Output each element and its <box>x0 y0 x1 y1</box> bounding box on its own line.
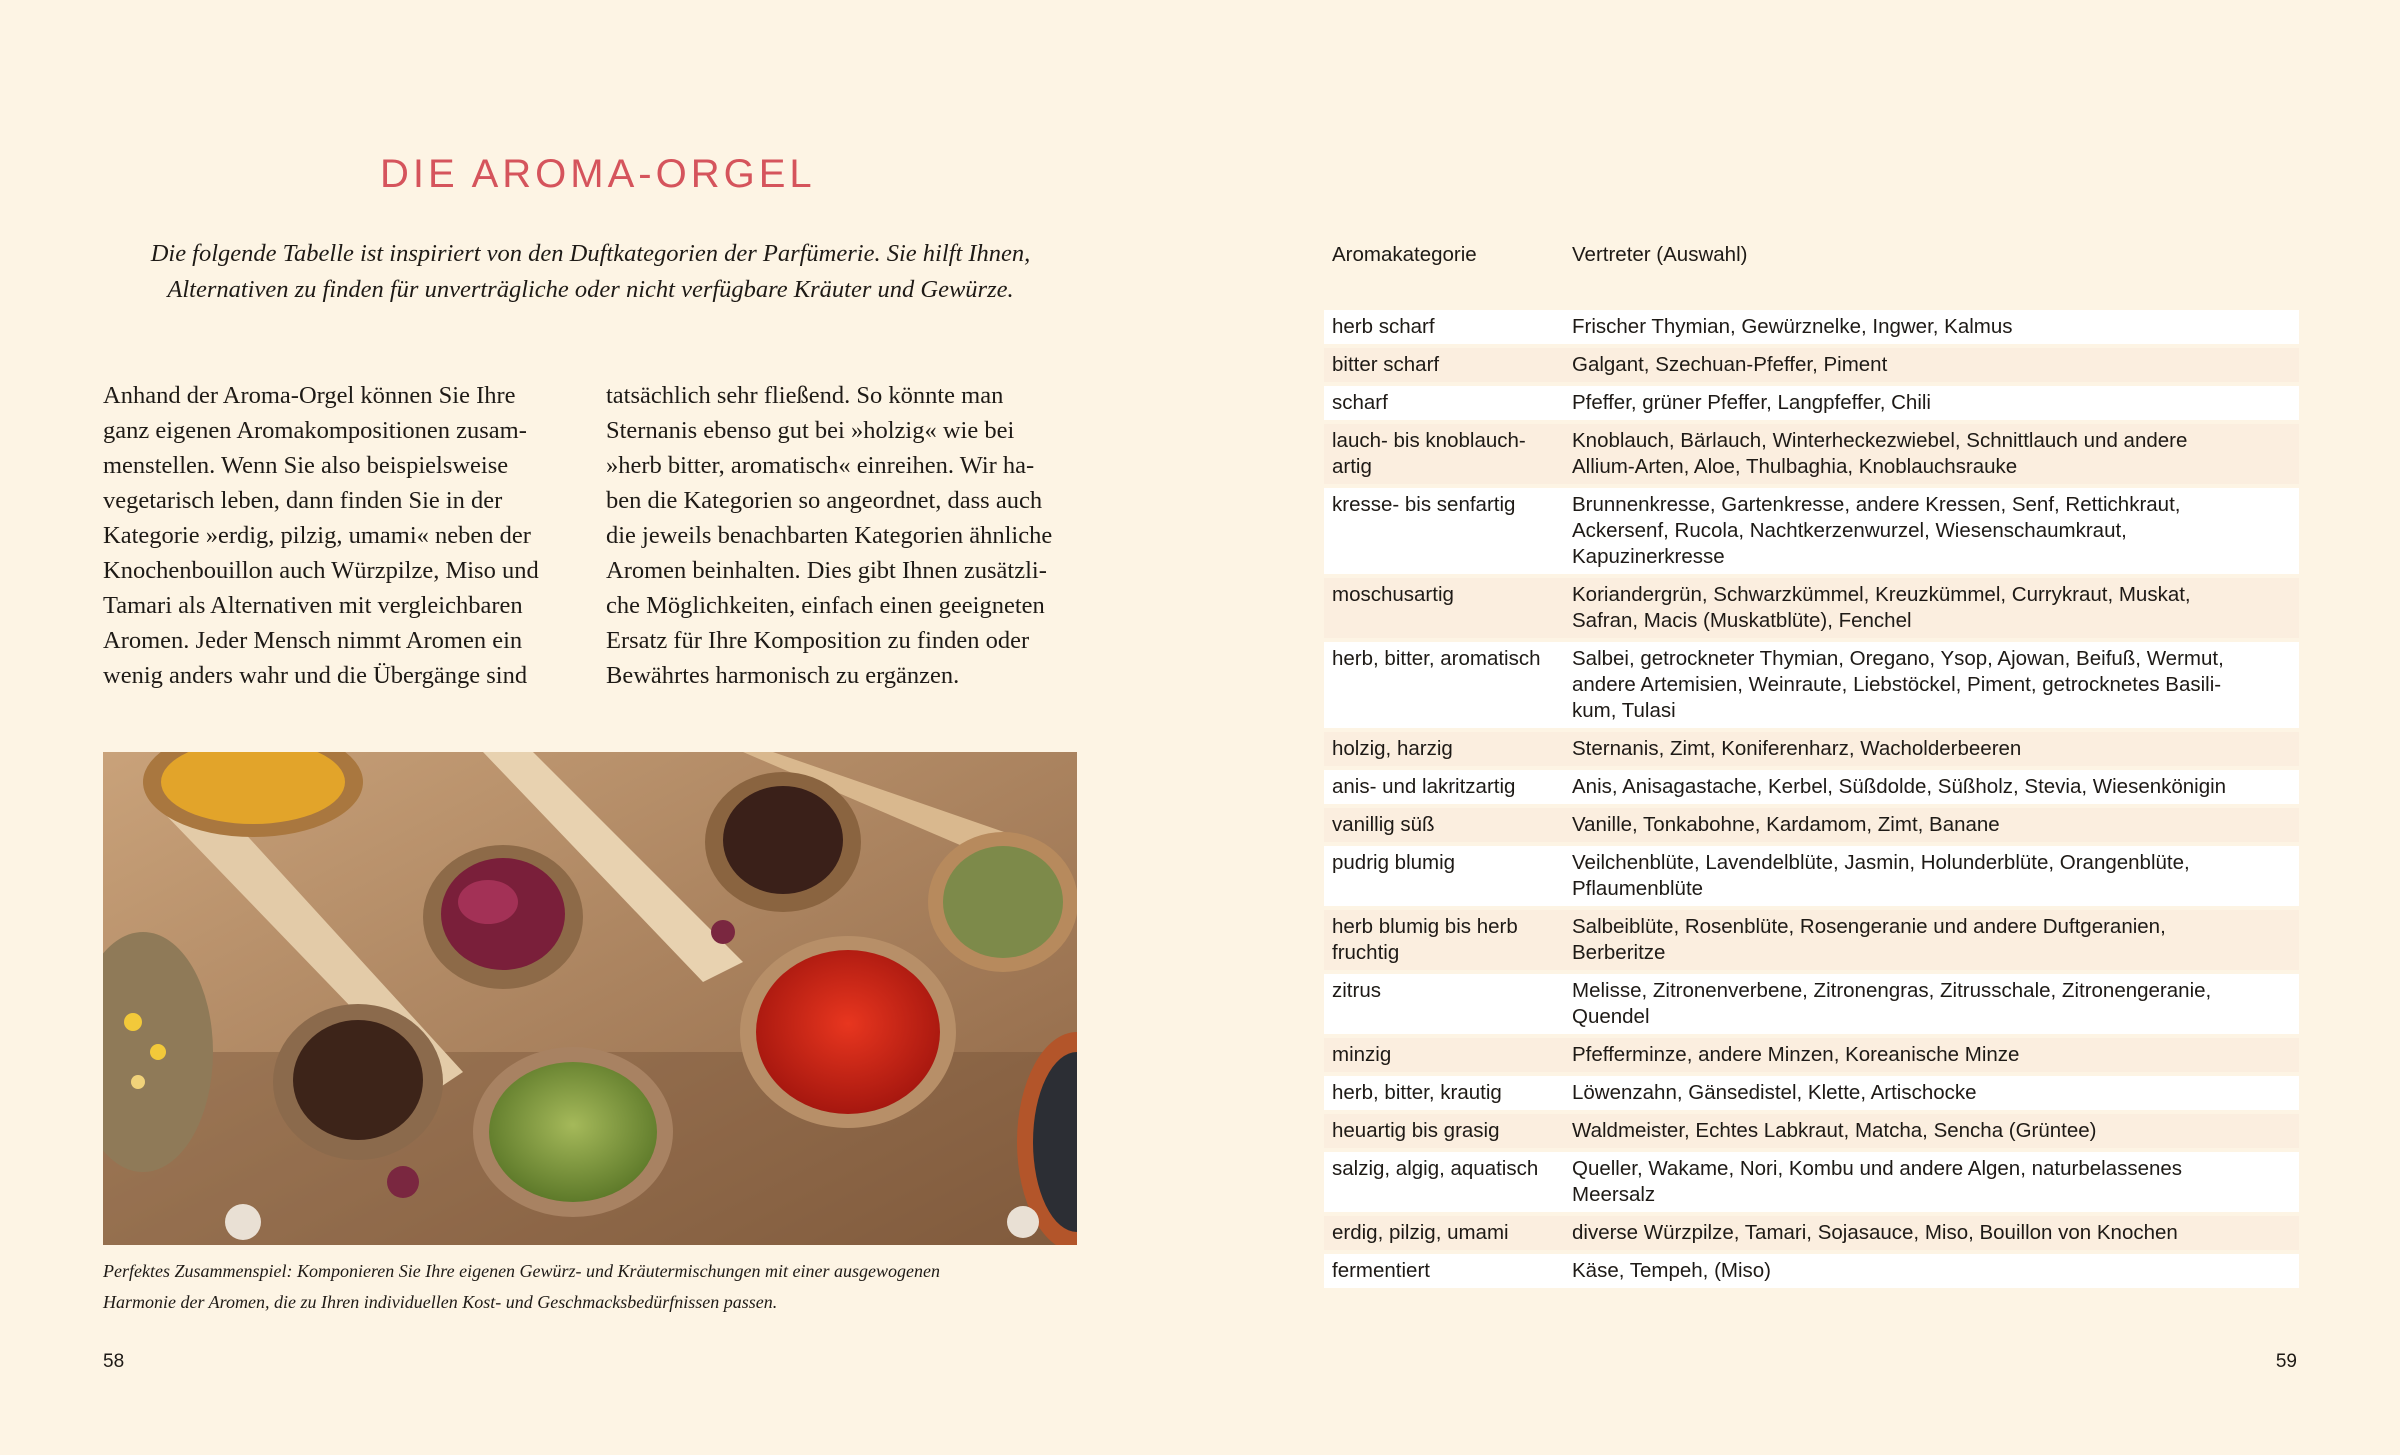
table-cell-category: herb scharf <box>1332 315 1435 338</box>
table-cell-category: herb blumig bis herb fruchtig <box>1332 915 1518 964</box>
table-row <box>1324 578 2299 638</box>
table-cell-category: heuartig bis grasig <box>1332 1119 1500 1142</box>
page-number-right: 59 <box>2275 1351 2297 1372</box>
header-category: Aromakategorie <box>1332 243 1477 266</box>
table-cell-category: anis- und lakritzartig <box>1332 775 1516 798</box>
table-row <box>1324 846 2299 906</box>
table-cell-representatives: Käse, Tempeh, (Miso) <box>1572 1259 1772 1282</box>
table-cell-category: pudrig blumig <box>1332 851 1456 874</box>
table-cell-representatives: Salbei, getrockneter Thymian, Oregano, Ysop, Ajowan, Beifuß, Wermut, andere Artemisien, Weinraute, Liebstöckel, Piment, getrocknetes Basili- kum, Tulasi <box>1572 647 2224 722</box>
table-cell-category: kresse- bis senfartig <box>1332 493 1516 516</box>
table-body <box>1324 310 2299 1288</box>
table-row <box>1324 1216 2299 1250</box>
table-cell-representatives: diverse Würzpilze, Tamari, Sojasauce, Miso, Bouillon von Knochen <box>1572 1221 2178 1244</box>
body-column-1: Anhand der Aroma-Orgel können Sie Ihre ganz eigenen Aromakompositionen zusam- menstellen. Wenn Sie also beispielsweise vegetarisch leben, dann finden Sie in der Kategorie »erdig, pilzig, umami« neben der Knochenbouillon auch Würzpilze, Miso und Tamari als Alternativen mit vergleichbaren Aromen. Jeder Mensch nimmt Aromen ein wenig anders wahr und die Übergänge sind <box>103 382 539 689</box>
page-title: DIE AROMA-ORGEL <box>380 152 816 196</box>
intro-text: Die folgende Tabelle ist inspiriert von den Duftkategorien der Parfümerie. Sie hilft Ihnen, Alternativen zu finden für unverträgliche oder nicht verfügbare Kräuter und Gewürze. <box>150 240 1031 303</box>
table-cell-category: moschusartig <box>1332 583 1454 606</box>
table-header <box>1324 230 2299 280</box>
table-cell-representatives: Melisse, Zitronenverbene, Zitronengras, Zitrusschale, Zitronengeranie, Quendel <box>1572 979 2212 1028</box>
table-row <box>1324 488 2299 574</box>
table-row <box>1324 732 2299 766</box>
table-cell-representatives: Brunnenkresse, Gartenkresse, andere Kressen, Senf, Rettichkraut, Ackersenf, Rucola, Nachtkerzenwurzel, Wiesenschaumkraut, Kapuzinerkresse <box>1572 493 2181 568</box>
spices-photo <box>103 752 1077 1245</box>
table-cell-representatives: Galgant, Szechuan-Pfeffer, Piment <box>1572 353 1888 376</box>
table-cell-representatives: Anis, Anisagastache, Kerbel, Süßdolde, Süßholz, Stevia, Wiesenkönigin <box>1572 775 2227 798</box>
table-cell-category: lauch- bis knoblauch- artig <box>1332 429 1526 478</box>
table-cell-category: salzig, algig, aquatisch <box>1332 1157 1539 1180</box>
table-row <box>1324 1254 2299 1288</box>
page-number-left: 58 <box>103 1351 125 1372</box>
table-row <box>1324 770 2299 804</box>
table-row <box>1324 424 2299 484</box>
table-cell-category: holzig, harzig <box>1332 737 1453 760</box>
table-row <box>1324 910 2299 970</box>
table-row <box>1324 386 2299 420</box>
table-cell-category: scharf <box>1332 391 1388 414</box>
table-row <box>1324 1038 2299 1072</box>
photo-caption: Perfektes Zusammenspiel: Komponieren Sie Ihre eigenen Gewürz- und Kräutermischungen mit einer ausgewogenen Harmonie der Aromen, die zu Ihren individuellen Kost- und Geschmacksbedürfnissen passen. <box>103 1261 941 1312</box>
table-cell-category: bitter scharf <box>1332 353 1440 376</box>
table-cell-representatives: Waldmeister, Echtes Labkraut, Matcha, Sencha (Grüntee) <box>1572 1119 2097 1142</box>
table-row <box>1324 348 2299 382</box>
right-page <box>1200 0 2400 1455</box>
table-cell-category: minzig <box>1332 1043 1392 1066</box>
table-cell-category: erdig, pilzig, umami <box>1332 1221 1509 1244</box>
table-row <box>1324 974 2299 1034</box>
table-cell-category: vanillig süß <box>1332 813 1435 836</box>
table-cell-representatives: Löwenzahn, Gänsedistel, Klette, Artischocke <box>1572 1081 1977 1104</box>
table-cell-representatives: Vanille, Tonkabohne, Kardamom, Zimt, Banane <box>1572 813 2000 836</box>
table-cell-category: zitrus <box>1332 979 1381 1002</box>
table-cell-representatives: Queller, Wakame, Nori, Kombu und andere Algen, naturbelassenes Meersalz <box>1572 1157 2183 1206</box>
table-row <box>1324 310 2299 344</box>
table-cell-representatives: Salbeiblüte, Rosenblüte, Rosengeranie und andere Duftgeranien, Berberitze <box>1572 915 2166 964</box>
table-cell-category: herb, bitter, krautig <box>1332 1081 1502 1104</box>
table-row <box>1324 1114 2299 1148</box>
table-cell-representatives: Veilchenblüte, Lavendelblüte, Jasmin, Holunderblüte, Orangenblüte, Pflaumenblüte <box>1572 851 2190 900</box>
table-row <box>1324 642 2299 728</box>
table-cell-category: fermentiert <box>1332 1259 1430 1282</box>
header-representatives: Vertreter (Auswahl) <box>1572 243 1748 266</box>
table-cell-representatives: Frischer Thymian, Gewürznelke, Ingwer, Kalmus <box>1572 315 2013 338</box>
table-cell-representatives: Sternanis, Zimt, Koniferenharz, Wacholderbeeren <box>1572 737 2022 760</box>
table-cell-representatives: Pfefferminze, andere Minzen, Koreanische Minze <box>1572 1043 2020 1066</box>
body-column-2: tatsächlich sehr fließend. So könnte man Sternanis ebenso gut bei »holzig« wie bei »herb bitter, aromatisch« einreihen. Wir ha- ben die Kategorien so angeordnet, dass auch die jeweils benachbarten Kategorien ähnliche Aromen beinhalten. Dies gibt Ihnen zusätzli- che Möglichkeiten, einfach einen geeigneten Ersatz für Ihre Komposition zu finden oder Bewährtes harmonisch zu ergänzen. <box>606 382 1053 689</box>
table-cell-representatives: Koriandergrün, Schwarzkümmel, Kreuzkümmel, Currykraut, Muskat, Safran, Macis (Muskatblüte), Fenchel <box>1572 583 2191 632</box>
table-row <box>1324 1152 2299 1212</box>
table-cell-category: herb, bitter, aromatisch <box>1332 647 1541 670</box>
table-row <box>1324 808 2299 842</box>
aroma-table <box>1324 230 2299 1292</box>
table-row <box>1324 1076 2299 1110</box>
table-cell-representatives: Knoblauch, Bärlauch, Winterheckezwiebel, Schnittlauch und andere Allium-Arten, Aloe, Thulbaghia, Knoblauchsrauke <box>1572 429 2188 478</box>
table-cell-representatives: Pfeffer, grüner Pfeffer, Langpfeffer, Chili <box>1572 391 1931 414</box>
